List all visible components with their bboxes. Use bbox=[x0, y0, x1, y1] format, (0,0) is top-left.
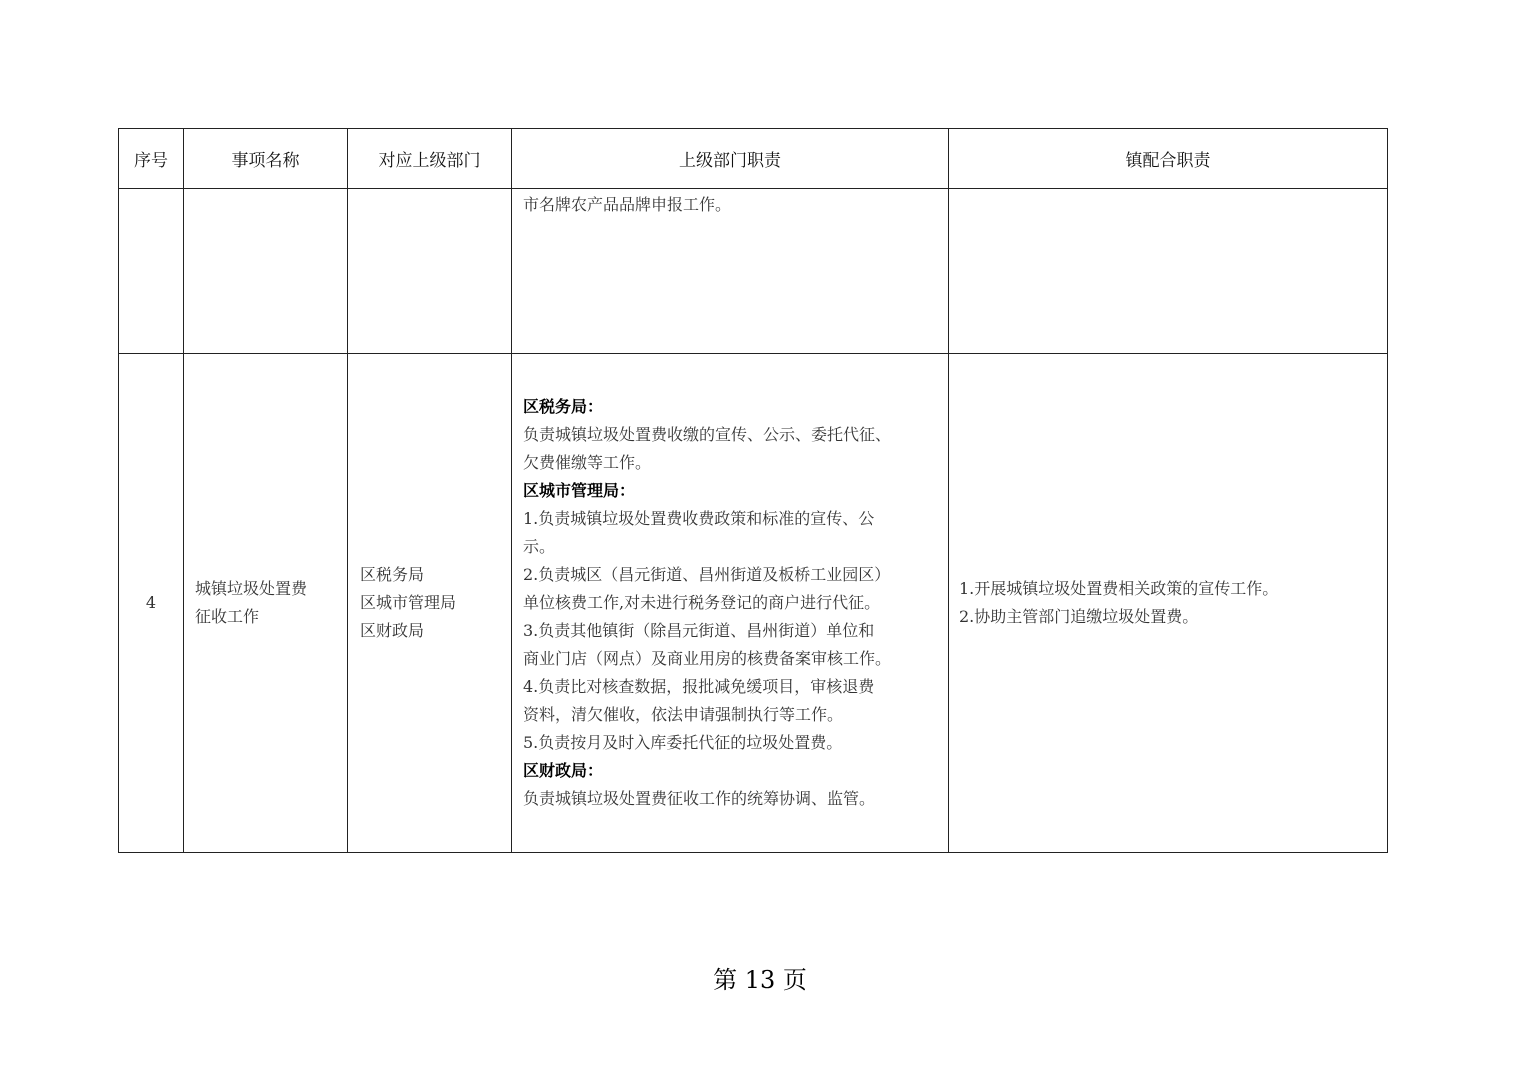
page-number: 第 13 页 bbox=[713, 966, 807, 994]
header-upper-duties: 上级部门职责 bbox=[512, 129, 949, 189]
duty-section-title: 区税务局： bbox=[523, 397, 604, 416]
duty-line: 5.负责按月及时入库委托代征的垃圾处置费。 bbox=[523, 733, 843, 752]
duty-line: 1.负责城镇垃圾处置费收费政策和标准的宣传、公 bbox=[523, 509, 875, 528]
header-row bbox=[119, 129, 1388, 189]
row-number: 4 bbox=[145, 593, 157, 612]
cell-department-empty bbox=[348, 189, 512, 354]
duty-section-title: 区城市管理局： bbox=[523, 481, 636, 500]
duty-section-title: 区财政局： bbox=[523, 761, 604, 780]
header-item-name: 事项名称 bbox=[184, 129, 348, 189]
table-row bbox=[119, 354, 1388, 853]
town-duty-line: 2.协助主管部门追缴垃圾处置费。 bbox=[959, 607, 1199, 626]
duty-line: 示。 bbox=[523, 537, 556, 556]
item-name-line: 城镇垃圾处置费 bbox=[195, 579, 308, 598]
table-row-continuation bbox=[119, 189, 1388, 354]
cell-town-duties-empty bbox=[949, 189, 1388, 354]
town-duty-line: 1.开展城镇垃圾处置费相关政策的宣传工作。 bbox=[959, 579, 1279, 598]
cell-departments bbox=[348, 354, 512, 853]
cell-number-empty bbox=[119, 189, 184, 354]
item-name-line: 征收工作 bbox=[195, 607, 260, 626]
department-name: 区税务局 bbox=[360, 565, 425, 584]
cell-town-duties bbox=[949, 354, 1388, 853]
cell-item-name bbox=[184, 354, 348, 853]
department-name: 区财政局 bbox=[360, 621, 425, 640]
duty-line: 2.负责城区（昌元街道、昌州街道及板桥工业园区） bbox=[523, 565, 891, 584]
duty-line: 4.负责比对核查数据，报批减免缓项目，审核退费 bbox=[523, 677, 875, 696]
upper-duties-tail-text: 市名牌农产品品牌申报工作。 bbox=[523, 195, 732, 214]
duty-line: 商业门店（网点）及商业用房的核费备案审核工作。 bbox=[523, 649, 892, 668]
header-number: 序号 bbox=[119, 129, 184, 189]
header-town-duties: 镇配合职责 bbox=[949, 129, 1388, 189]
cell-upper-duties bbox=[512, 354, 949, 853]
upper-duties-list bbox=[523, 393, 942, 813]
duty-table bbox=[118, 128, 1388, 853]
department-name: 区城市管理局 bbox=[360, 593, 457, 612]
duty-line: 负责城镇垃圾处置费征收工作的统筹协调、监管。 bbox=[523, 789, 876, 808]
header-upper-department: 对应上级部门 bbox=[348, 129, 512, 189]
cell-upper-duties-continued bbox=[512, 189, 949, 354]
duty-line: 单位核费工作,对未进行税务登记的商户进行代征。 bbox=[523, 593, 881, 612]
cell-item-name-empty bbox=[184, 189, 348, 354]
cell-number bbox=[119, 354, 184, 853]
duty-line: 3.负责其他镇街（除昌元街道、昌州街道）单位和 bbox=[523, 621, 875, 640]
duty-line: 资料，清欠催收，依法申请强制执行等工作。 bbox=[523, 705, 844, 724]
duty-line: 负责城镇垃圾处置费收缴的宣传、公示、委托代征、 bbox=[523, 425, 892, 444]
duty-line: 欠费催缴等工作。 bbox=[523, 453, 652, 472]
